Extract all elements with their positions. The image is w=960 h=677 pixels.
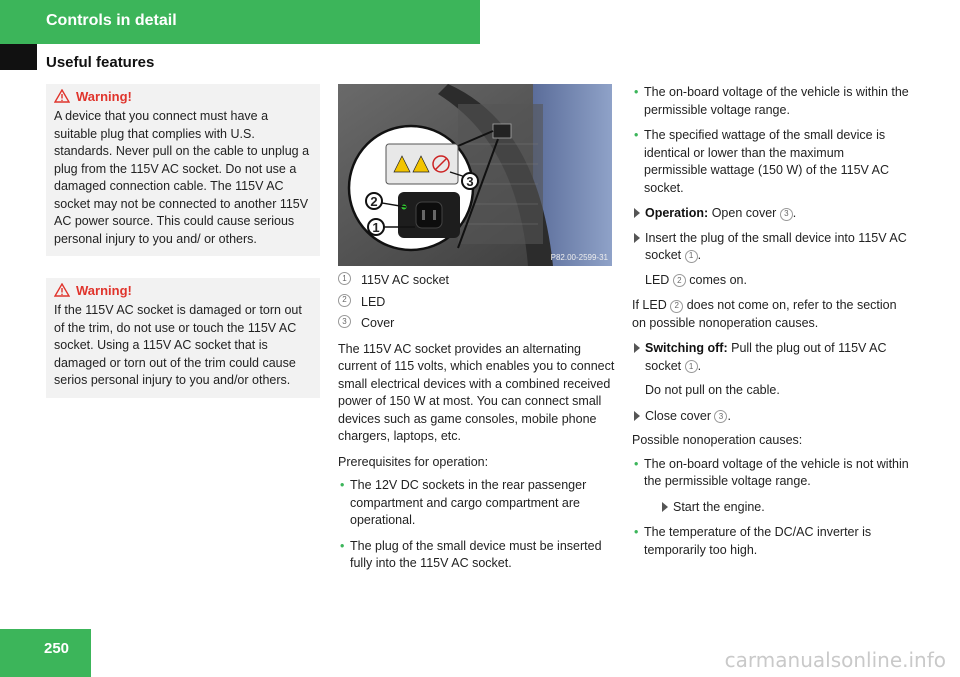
step-label: Operation: <box>645 206 709 220</box>
legend-item <box>338 315 616 333</box>
socket-photo <box>338 84 612 266</box>
warning-box-2 <box>46 278 320 398</box>
step-text: Close cover <box>645 408 711 423</box>
cable-note: Do not pull on the cable. <box>645 383 780 397</box>
legend-item <box>338 294 616 312</box>
prerequisite-bullet: • The specified wattage of the small device is identical or lower than the maximum permissible wattage (150 W) of the 115V AC socket. <box>632 127 910 197</box>
warning-box-1 <box>46 84 320 256</box>
prerequisites-title: Prerequisites for operation: <box>338 454 489 469</box>
prerequisite-bullet: • The 12V DC sockets in the rear passenger compartment and cargo compartment are operational. <box>338 477 616 530</box>
step-label: Switching off: <box>645 341 728 355</box>
legend-number: 3 <box>338 315 351 328</box>
cause-remedy-step <box>632 499 910 517</box>
step-arrow-icon <box>634 343 640 353</box>
warning-title: Warning! <box>76 282 132 298</box>
step-text: Open cover <box>711 206 777 220</box>
intro-paragraph: The 115V AC socket provides an alternating current of 115 volts, which enables you to connect small electrical devices with a combined received power of 150 W at most. You can connect small devices such as game consoles, mobile phone chargers, laptops, etc. <box>338 341 615 443</box>
prerequisite-bullet: • The plug of the small device must be inserted fully into the 115V AC socket. <box>338 538 616 573</box>
legend-label: LED <box>361 294 386 309</box>
chapter-title: Controls in detail <box>46 12 177 29</box>
causes-title: Possible nonoperation causes: <box>632 433 803 447</box>
prerequisite-bullet: • The on-board voltage of the vehicle is within the permissible voltage range. <box>632 84 910 119</box>
step-text: Pull the plug out of 115V AC socket <box>645 341 887 373</box>
warning-heading <box>54 280 312 300</box>
switch-off-step: Switching off: Pull the plug out of 115V AC socket 1 . <box>632 340 910 375</box>
ref-number: 2 <box>673 274 686 287</box>
operation-step: Operation: Open cover 3 . <box>632 205 910 223</box>
cause-bullet: • The on-board voltage of the vehicle is not within the permissible voltage range. <box>632 456 910 491</box>
led-note: LED 2 comes on. <box>645 272 747 287</box>
legend-number: 2 <box>338 294 351 307</box>
ref-number: 1 <box>685 360 698 373</box>
ref-number: 3 <box>780 208 793 221</box>
page-number: 250 <box>44 640 70 657</box>
warning-triangle-icon <box>54 283 70 297</box>
warning-title: Warning! <box>76 88 132 104</box>
ref-number: 1 <box>685 250 698 263</box>
warning-text: If the 115V AC socket is damaged or torn out of the trim, do not use or touch the 115V AC socket. Using a 115V AC socket that is damaged or torn out of the trim could cause serios personal injury to you and/or others. <box>54 303 302 387</box>
legend-label: 115V AC socket <box>361 273 450 287</box>
callout-3: 3 <box>461 172 479 190</box>
legend-label: Cover <box>361 316 395 330</box>
insert-step: Insert the plug of the small device into 115V AC socket 1 . <box>632 230 910 265</box>
legend-number: 1 <box>338 272 351 285</box>
step-text: Insert the plug of the small device into 115V AC socket <box>645 230 907 262</box>
warning-heading <box>54 86 312 106</box>
section-tab-marker <box>0 44 37 70</box>
warning-triangle-icon <box>54 89 70 103</box>
right-column <box>632 84 910 567</box>
ref-number: 3 <box>714 410 727 423</box>
step-arrow-icon <box>634 411 640 421</box>
step-text: Start the engine. <box>673 499 765 514</box>
watermark: carmanualsonline.info <box>724 648 946 672</box>
section-title: Useful features <box>46 54 155 71</box>
led-troubleshoot: If LED 2 does not come on, refer to the section on possible nonoperation causes. <box>632 298 897 330</box>
ref-number: 2 <box>670 300 683 313</box>
cause-bullet: • The temperature of the DC/AC inverter is temporarily too high. <box>632 524 910 559</box>
step-arrow-icon <box>634 233 640 243</box>
step-arrow-icon <box>662 502 668 512</box>
warning-text: A device that you connect must have a suitable plug that complies with U.S. standards. Never pull on the cable to unplug a plug from the 115V AC socket. Do not use a damaged connection cable. The 115V AC socket may not be connected to another 115V AC power source. This could cause serious personal injury to you and/ or others. <box>54 109 310 246</box>
figure-code: P82.00-2599-31 <box>550 253 608 262</box>
callout-2: 2 <box>365 192 383 210</box>
close-cover-step: Close cover 3 . <box>632 408 910 426</box>
step-arrow-icon <box>634 208 640 218</box>
middle-column <box>338 272 616 581</box>
legend-item <box>338 272 616 290</box>
callout-1: 1 <box>367 218 385 236</box>
